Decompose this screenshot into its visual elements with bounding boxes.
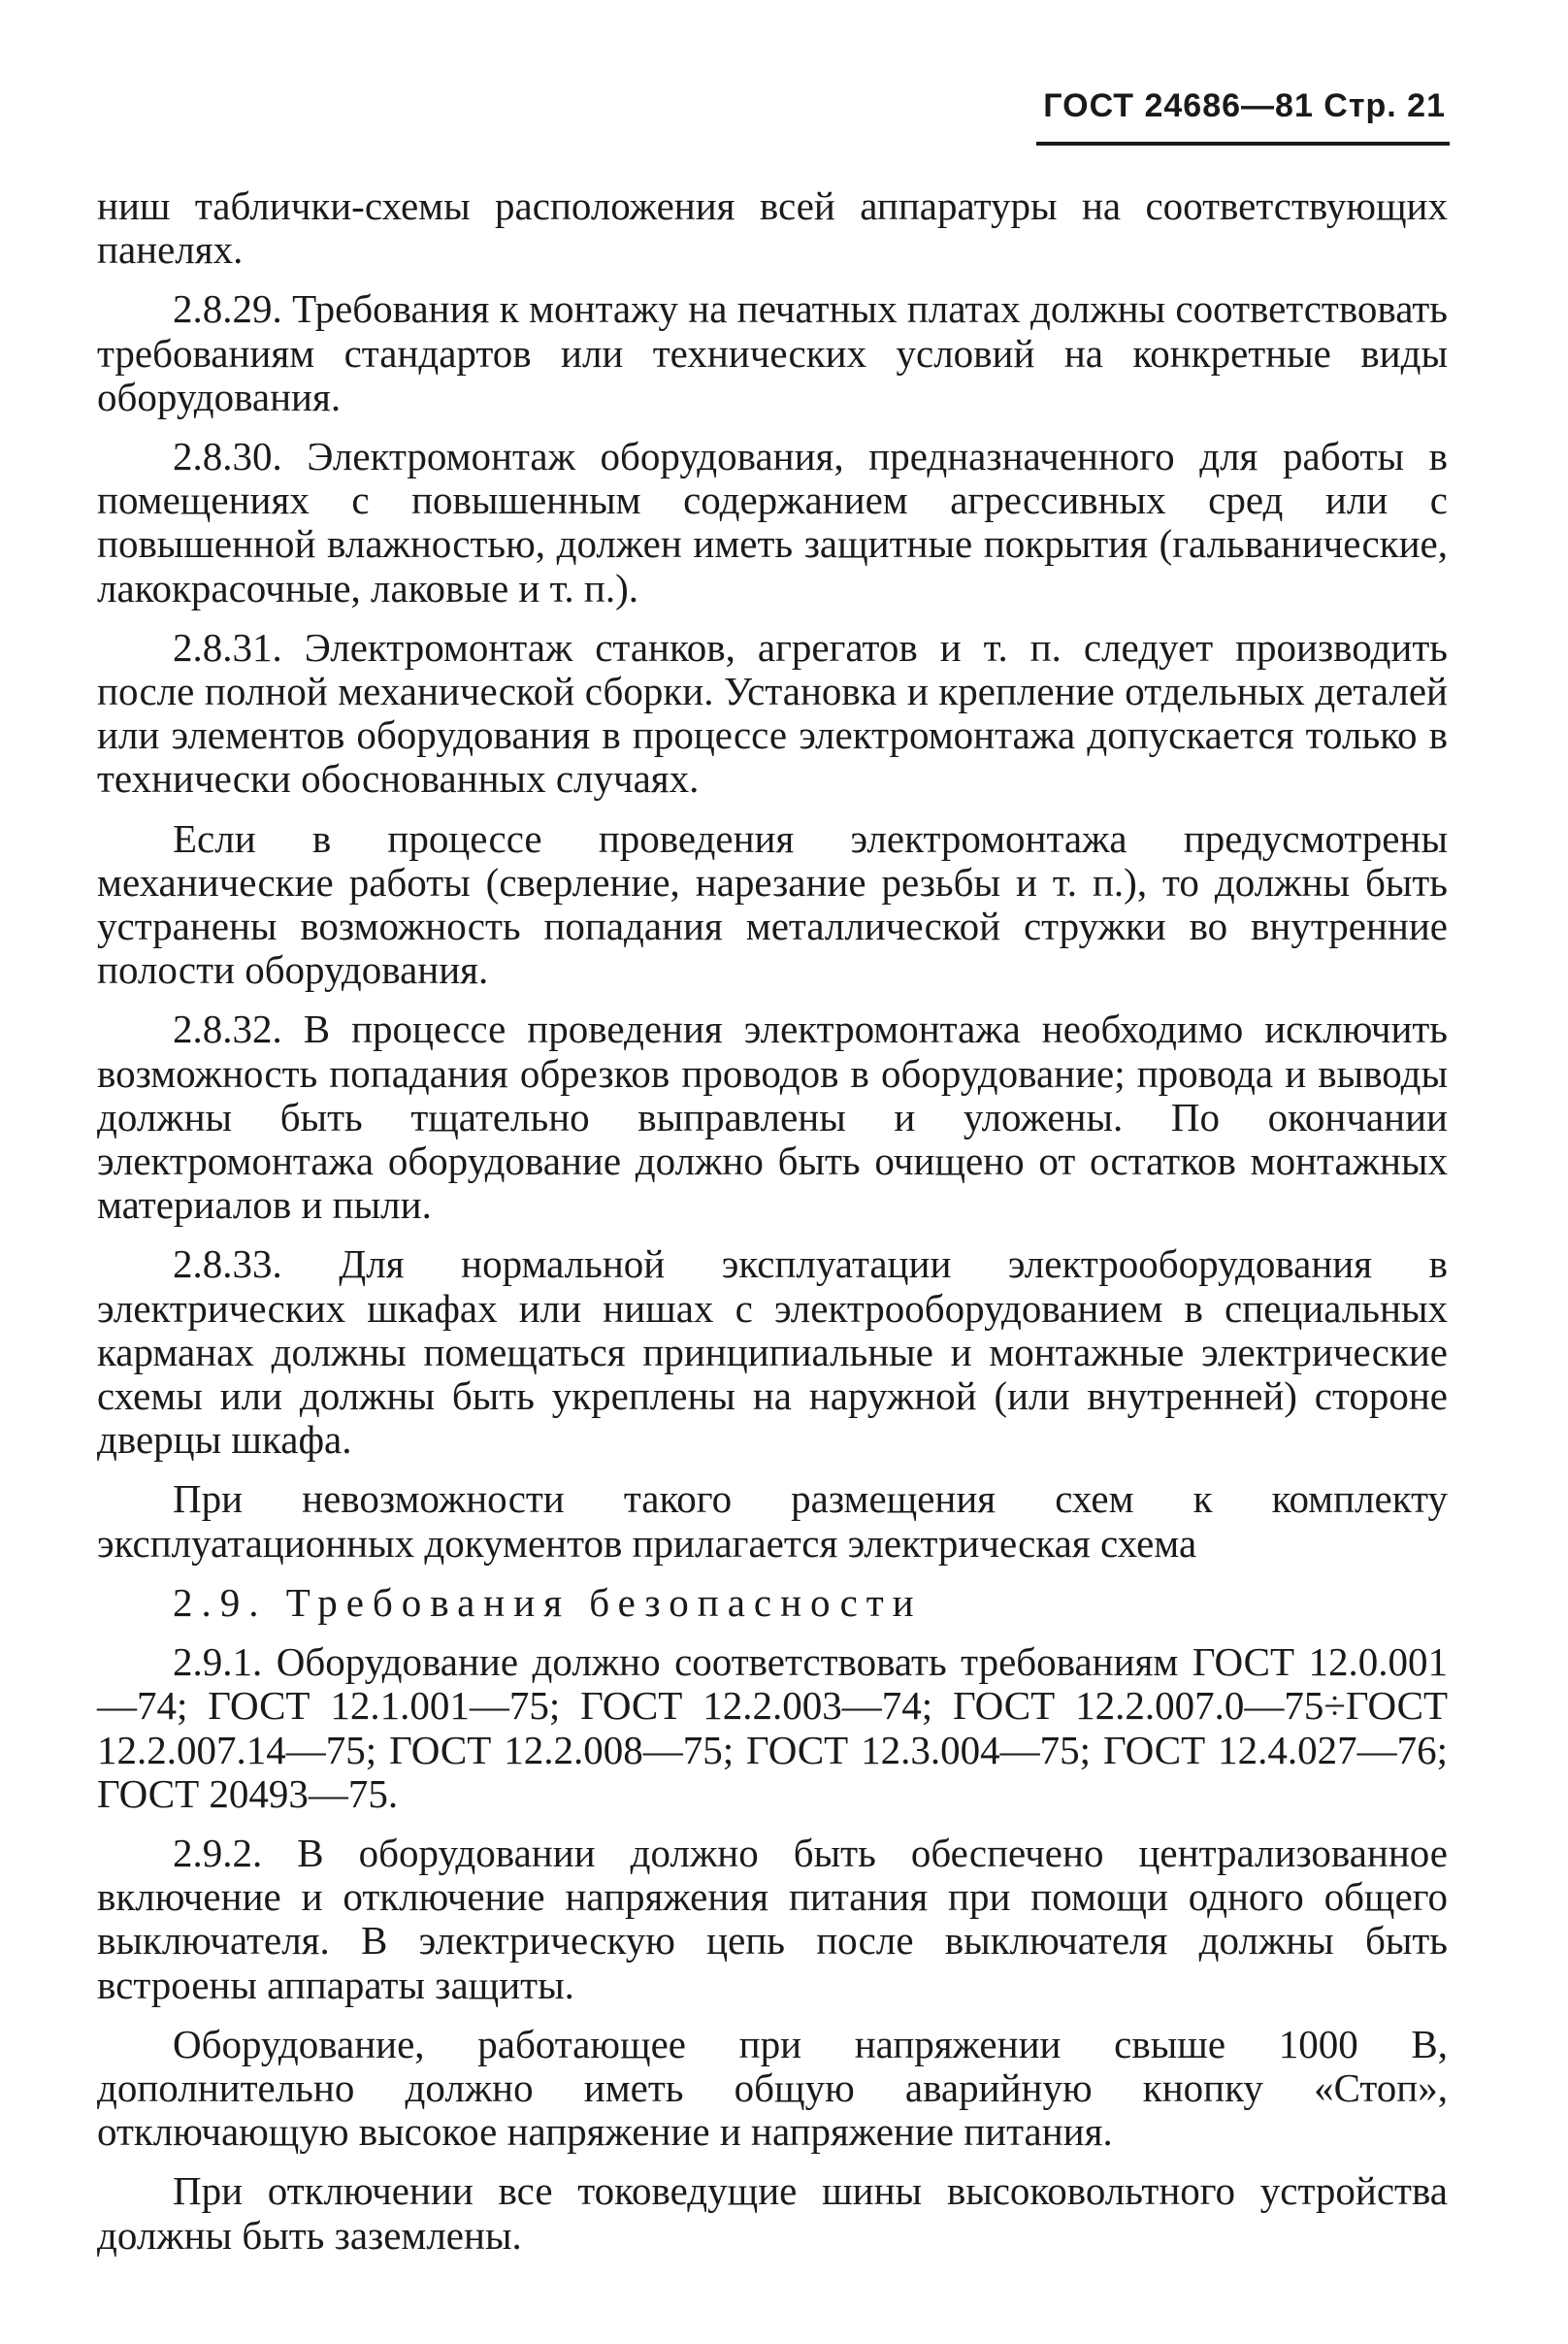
paragraph-2-8-30: 2.8.30. Электромонтаж оборудования, предназначенного для работы в помещениях с повышенным содержанием агрессивных сред или с повышенной влажностью, должен иметь защитные покрытия (гальванические, лакокрасочные, лаковые и т. п.). bbox=[97, 434, 1448, 611]
header-rule bbox=[1036, 142, 1450, 146]
section-heading-2-9: 2.9. Требования безопасности bbox=[173, 1579, 923, 1625]
paragraph-2-8-32: 2.8.32. В процессе проведения электромонтажа необходимо исключить возможность попадания обрезков проводов в оборудование; провода и выводы должны быть тщательно выправлены и уложены. По окончании электромонтажа оборудование должно быть очищено от остатков монтажных материалов и пыли. bbox=[97, 1007, 1448, 1228]
paragraph-2-8-31: 2.8.31. Электромонтаж станков, агрегатов и т. п. следует производить после полной механической сборки. Установка и крепление отдельных деталей или элементов оборудования в процессе электромонтажа допускается только в технически обоснованных случаях. bbox=[97, 624, 1448, 802]
paragraph-2-8-33-note: При невозможности такого размещения схем к комплекту эксплуатационных документов прилагается электрическая схема bbox=[97, 1476, 1448, 1566]
paragraph-continuation: ниш таблички-схемы расположения всей аппаратуры на соответствующих панелях. bbox=[97, 183, 1448, 273]
document-body bbox=[97, 184, 1448, 2258]
paragraph-2-8-29: 2.8.29. Требования к монтажу на печатных платах должны соответствовать требованиям стандартов или технических условий на конкретные виды оборудования. bbox=[97, 286, 1448, 419]
paragraph-2-9-1: 2.9.1. Оборудование должно соответствовать требованиям ГОСТ 12.0.001—74; ГОСТ 12.1.001—75; ГОСТ 12.2.003—74; ГОСТ 12.2.007.0—75÷ГОСТ 12.2.007.14—75; ГОСТ 12.2.008—75; ГОСТ 12.3.004—75; ГОСТ 12.4.027—76; ГОСТ 20493—75. bbox=[97, 1639, 1448, 1816]
page-header: ГОСТ 24686—81 Стр. 21 bbox=[1043, 87, 1446, 124]
paragraph-2-9-2-grounding: При отключении все токоведущие шины высоковольтного устройства должны быть заземлены. bbox=[97, 2168, 1448, 2258]
paragraph-2-9-2-high-voltage: Оборудование, работающее при напряжении свыше 1000 В, дополнительно должно иметь общую аварийную кнопку «Стоп», отключающую высокое напряжение и напряжение питания. bbox=[97, 2021, 1448, 2155]
paragraph-2-8-31-note: Если в процессе проведения электромонтажа предусмотрены механические работы (сверление, нарезание резьбы и т. п.), то должны быть устранены возможность попадания металлической стружки во внутренние полости оборудования. bbox=[97, 815, 1448, 993]
paragraph-2-9-2: 2.9.2. В оборудовании должно быть обеспечено централизованное включение и отключение напряжения питания при помощи одного общего выключателя. В электрическую цепь после выключателя должны быть встроены аппараты защиты. bbox=[97, 1830, 1448, 2007]
paragraph-2-8-33: 2.8.33. Для нормальной эксплуатации электрооборудования в электрических шкафах или нишах с электрооборудованием в специальных карманах должны помещаться принципиальные и монтажные электрические схемы или должны быть укреплены на наружной (или внутренней) стороне дверцы шкафа. bbox=[97, 1241, 1448, 1463]
